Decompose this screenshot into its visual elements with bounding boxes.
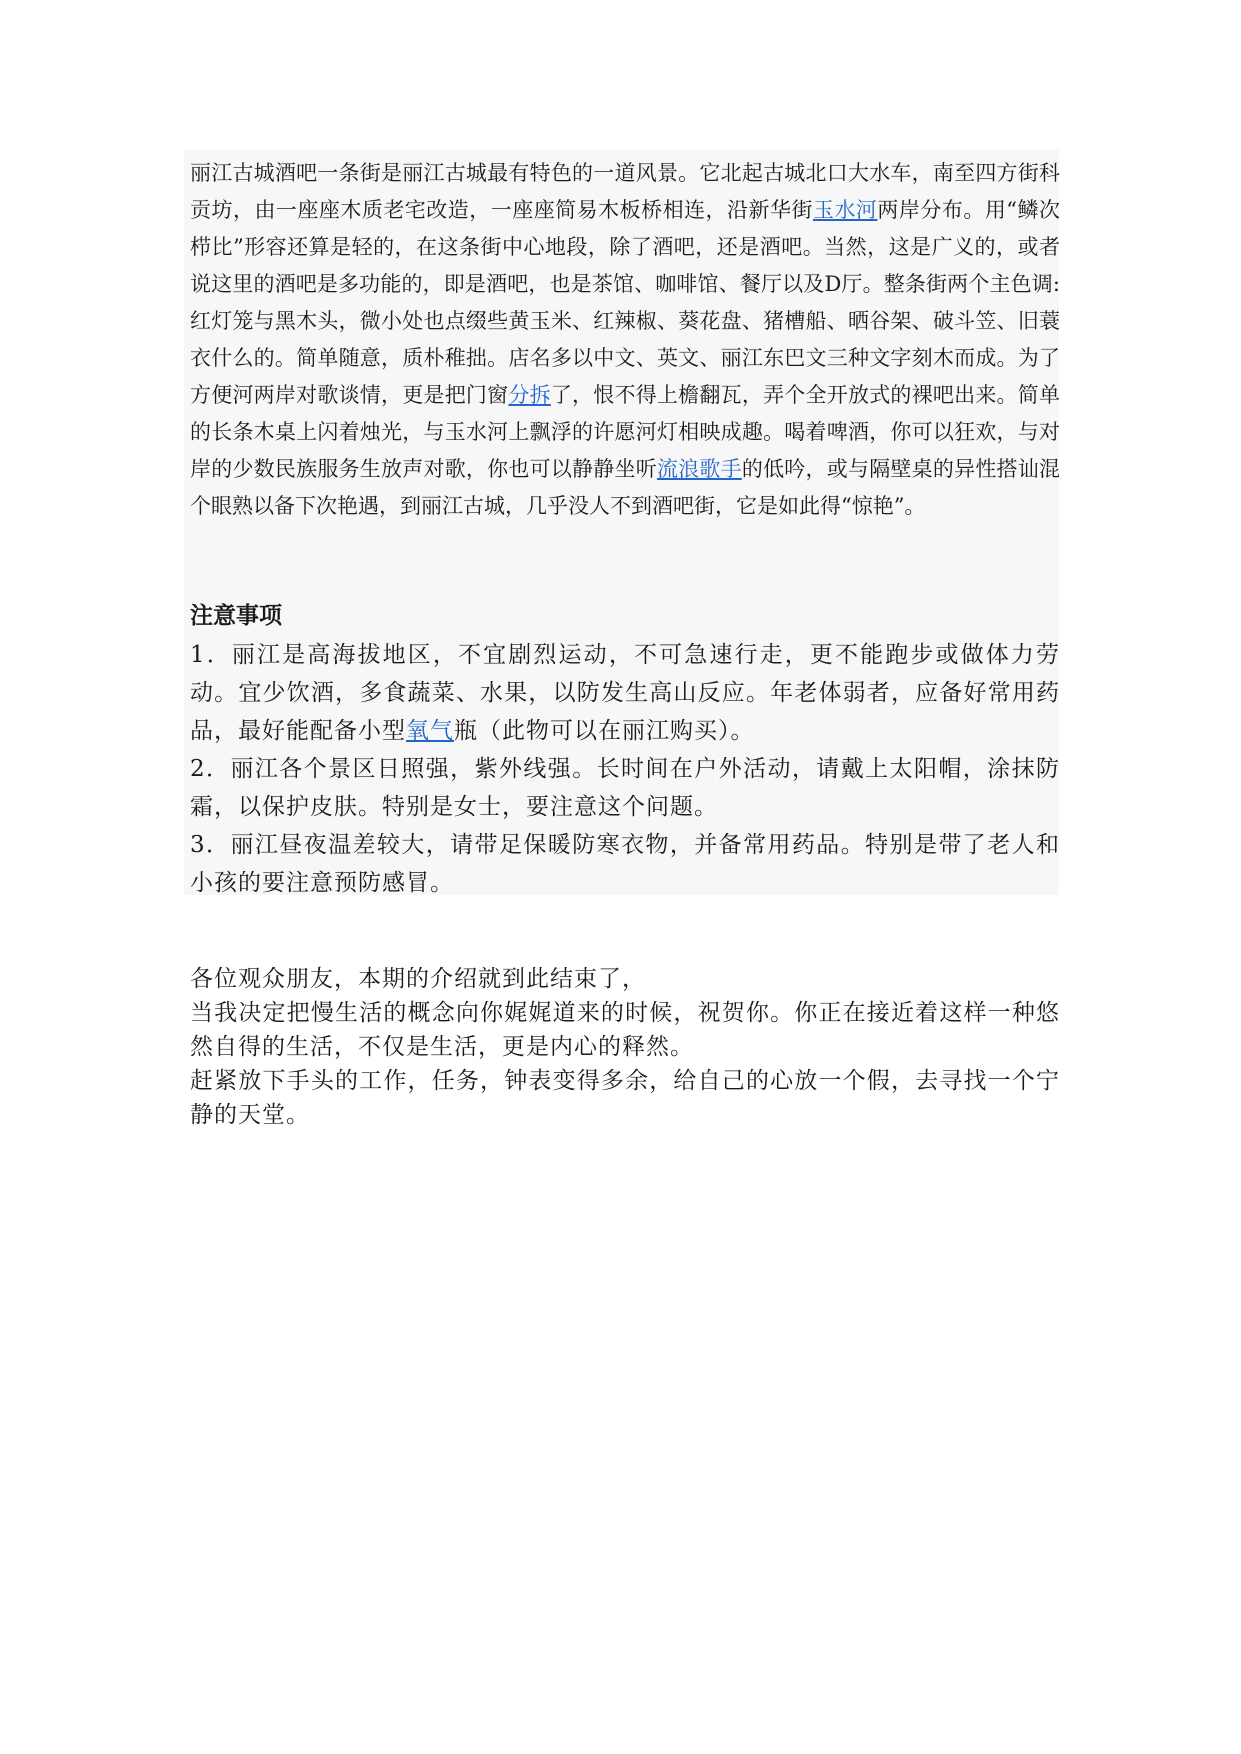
intro-paragraph [190, 155, 1060, 525]
note-item-2: 2．丽江各个景区日照强，紫外线强。长时间在户外活动，请戴上太阳帽，涂抹防霜，以保护皮肤。特别是女士，要注意这个问题。 [190, 756, 1060, 820]
notes-heading: 注意事项 [190, 602, 282, 629]
intro-text-4: 的低吟，或与隔壁桌的异性搭讪混个眼熟以备下次艳遇，到丽江古城，几乎没人不到酒吧街，它是如此得“惊艳”。 [190, 457, 1061, 518]
closing-line-2: 当我决定把慢生活的概念向你娓娓道来的时候，祝贺你。你正在接近着这样一种悠然自得的生活，不仅是生活，更是内心的释然。 [190, 1000, 1060, 1060]
note-item-1-tail: 瓶（此物可以在丽江购买）。 [454, 718, 755, 744]
notes-list [190, 636, 1060, 902]
closing-section [190, 962, 1060, 1132]
link-oxygen[interactable]: 氧气 [406, 718, 454, 744]
note-item-3: 3．丽江昼夜温差较大，请带足保暖防寒衣物，并备常用药品。特别是带了老人和小孩的要注意预防感冒。 [190, 832, 1060, 896]
intro-text-2: 两岸分布。用“鳞次栉比”形容还算是轻的，在这条街中心地段，除了酒吧，还是酒吧。当然，这是广义的，或者说这里的酒吧是多功能的，即是酒吧，也是茶馆、咖啡馆、餐厅以及D厅。整条街两个主色调:红灯笼与黑木头，微小处也点缀些黄玉米、红辣椒、葵花盘、猪槽船、晒谷架、破斗笠、旧蓑衣什么的。简单随意，质朴稚拙。店名多以中文、英文、丽江东巴文三种文字刻木而成。为了方便河两岸对歌谈情，更是把门窗 [190, 198, 1061, 407]
link-wandering-singer[interactable]: 流浪歌手 [656, 457, 742, 481]
intro-text-3: 了，恨不得上檐翻瓦，弄个全开放式的裸吧出来。简单的长条木桌上闪着烛光，与玉水河上飘浮的许愿河灯相映成趣。喝着啤酒，你可以狂欢，与对岸的少数民族服务生放声对歌，你也可以静静坐听 [190, 383, 1061, 481]
closing-line-3: 赶紧放下手头的工作，任务，钟表变得多余，给自己的心放一个假，去寻找一个宁静的天堂。 [190, 1068, 1060, 1128]
link-dismantle[interactable]: 分拆 [508, 383, 551, 407]
intro-text-1: 丽江古城酒吧一条街是丽江古城最有特色的一道风景。它北起古城北口大水车，南至四方街科贡坊，由一座座木质老宅改造，一座座简易木板桥相连，沿新华街 [190, 161, 1060, 222]
link-yushui-river[interactable]: 玉水河 [812, 198, 878, 222]
note-item-1 [190, 636, 1060, 750]
note-item-1-text: 1．丽江是高海拔地区，不宜剧烈运动，不可急速行走，更不能跑步或做体力劳动。宜少饮酒，多食蔬菜、水果，以防发生高山反应。年老体弱者，应备好常用药品，最好能配备小型 [190, 642, 1060, 744]
closing-line-1: 各位观众朋友，本期的介绍就到此结束了， [190, 966, 646, 992]
